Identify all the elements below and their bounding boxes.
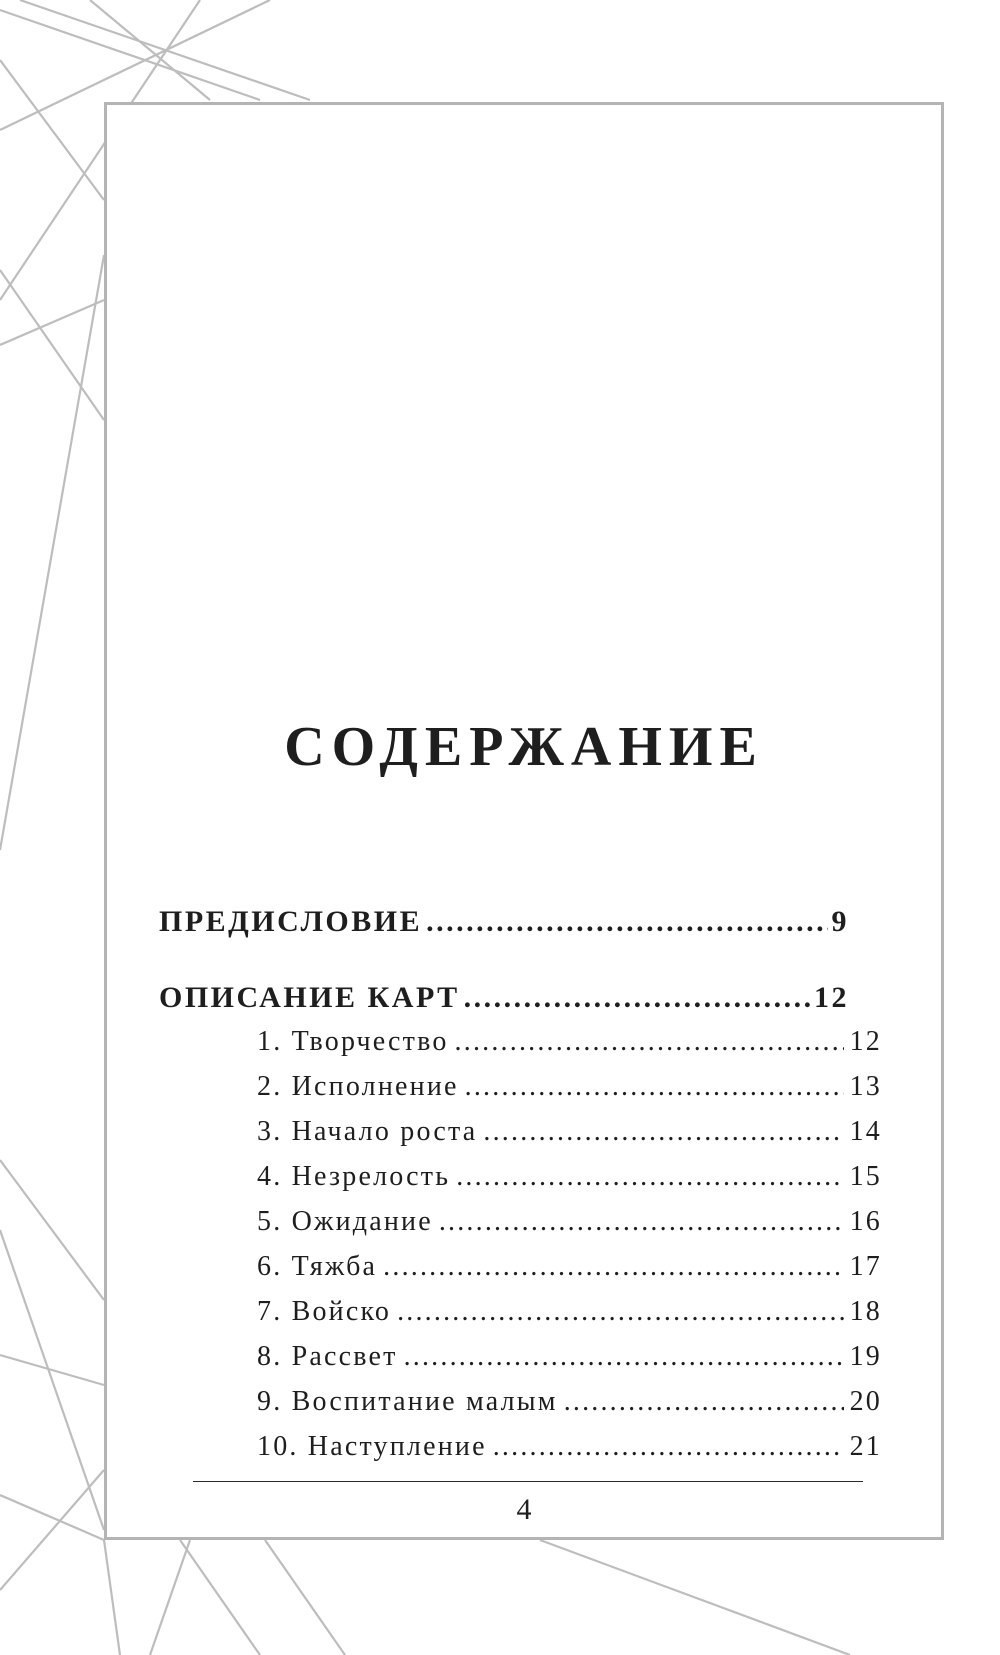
toc-entry-label: 6. Тяжба <box>257 1251 378 1282</box>
toc-entry-label: ПРЕДИСЛОВИЕ <box>159 905 423 938</box>
toc-chapter-7[interactable] <box>257 1296 882 1328</box>
bg-line <box>265 1540 345 1655</box>
toc-chapter-3[interactable] <box>257 1116 882 1148</box>
toc-entry-label: 4. Незрелость <box>257 1161 451 1192</box>
toc-entry-label: 3. Начало роста <box>257 1116 478 1147</box>
toc-entry-page: 17 <box>849 1251 882 1282</box>
toc-chapter-5[interactable] <box>257 1206 882 1238</box>
leader-dots <box>397 1296 844 1328</box>
toc-entry-page: 18 <box>849 1296 882 1327</box>
leader-dots <box>439 1206 844 1238</box>
toc-section-card-descriptions[interactable] <box>159 981 849 1015</box>
bg-line <box>90 0 210 100</box>
bg-line <box>0 60 104 200</box>
toc-entry-page: 21 <box>849 1431 882 1462</box>
toc-entry-label: 10. Наступление <box>257 1431 487 1462</box>
toc-entry-label: 9. Воспитание малым <box>257 1386 558 1417</box>
footer-rule <box>193 1481 863 1482</box>
bg-line <box>540 1540 850 1655</box>
leader-dots <box>456 1161 843 1193</box>
toc-title: СОДЕРЖАНИЕ <box>284 716 764 778</box>
leader-dots <box>426 905 827 939</box>
bg-line <box>0 1470 104 1590</box>
toc-chapter-10[interactable] <box>257 1431 882 1463</box>
toc-section-preface[interactable] <box>159 905 849 939</box>
page-number: 4 <box>516 1493 532 1526</box>
leader-dots <box>404 1341 844 1373</box>
toc-entry-label: ОПИСАНИЕ КАРТ <box>159 981 460 1014</box>
toc-chapter-4[interactable] <box>257 1161 882 1193</box>
toc-entry-page: 14 <box>849 1116 882 1147</box>
leader-dots <box>464 981 810 1015</box>
toc-entry-page: 13 <box>849 1071 882 1102</box>
bg-line <box>180 1540 260 1655</box>
toc-entry-page: 9 <box>831 905 849 938</box>
toc-entry-label: 1. Творчество <box>257 1026 449 1057</box>
leader-dots <box>455 1026 844 1058</box>
toc-chapter-2[interactable] <box>257 1071 882 1103</box>
leader-dots <box>483 1116 843 1148</box>
bg-line <box>150 1540 190 1655</box>
toc-entry-label: 2. Исполнение <box>257 1071 459 1102</box>
toc-entry-page: 16 <box>849 1206 882 1237</box>
toc-entry-page: 12 <box>849 1026 882 1057</box>
toc-chapter-1[interactable] <box>257 1026 882 1058</box>
toc-entry-label: 8. Рассвет <box>257 1341 398 1372</box>
toc-entry-page: 20 <box>849 1386 882 1417</box>
bg-line <box>0 1160 104 1300</box>
page-frame <box>104 102 944 1540</box>
leader-dots <box>465 1071 844 1103</box>
toc-entry-label: 5. Ожидание <box>257 1206 433 1237</box>
bg-line <box>0 1495 104 1540</box>
toc-entry-page: 12 <box>814 981 849 1014</box>
toc-entry-page: 19 <box>849 1341 882 1372</box>
leader-dots <box>383 1251 843 1283</box>
leader-dots <box>564 1386 844 1418</box>
toc-chapter-6[interactable] <box>257 1251 882 1283</box>
toc-chapter-8[interactable] <box>257 1341 882 1373</box>
toc-entry-label: 7. Войско <box>257 1296 392 1327</box>
leader-dots <box>493 1431 844 1463</box>
toc-entry-page: 15 <box>849 1161 882 1192</box>
toc-chapter-9[interactable] <box>257 1386 882 1418</box>
bg-line <box>104 1540 120 1655</box>
